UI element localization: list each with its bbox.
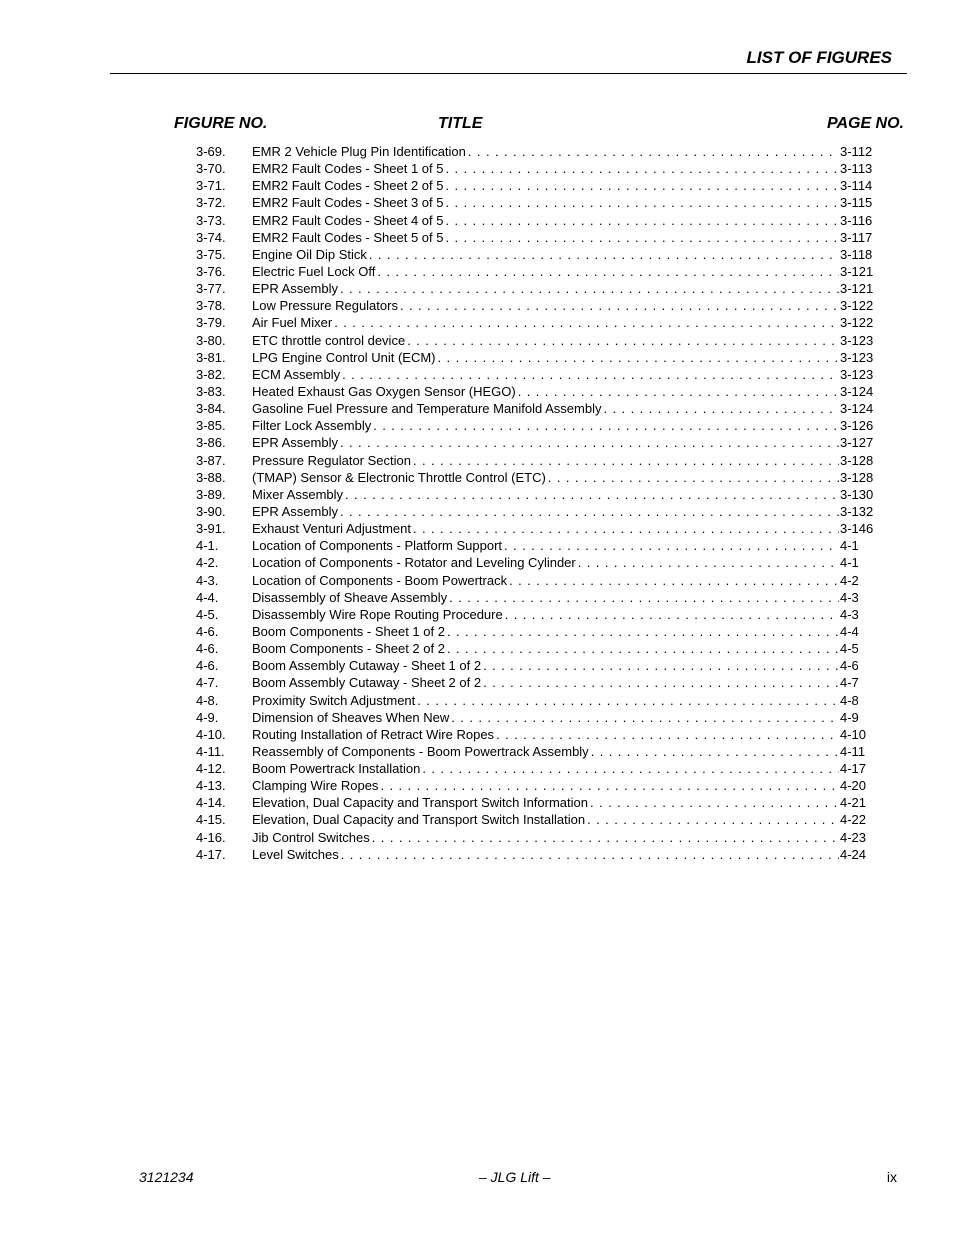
list-item[interactable] <box>196 246 877 263</box>
figure-page-number: 4-3 <box>840 589 859 605</box>
list-item[interactable] <box>196 194 877 211</box>
figure-number: 4-7. <box>196 675 219 691</box>
figure-title: EMR2 Fault Codes - Sheet 3 of 5 <box>252 195 444 211</box>
figure-number: 4-6. <box>196 641 219 657</box>
figure-title: Mixer Assembly <box>252 486 344 502</box>
list-item[interactable] <box>196 829 877 846</box>
figure-title: Boom Assembly Cutaway - Sheet 1 of 2 <box>252 658 482 674</box>
figure-list <box>196 143 877 863</box>
figure-page-number: 4-5 <box>840 641 859 657</box>
list-item[interactable] <box>196 212 877 229</box>
figure-title: Clamping Wire Ropes <box>252 778 379 794</box>
figure-page-number: 3-122 <box>840 315 874 331</box>
list-item[interactable] <box>196 760 877 777</box>
list-item[interactable] <box>196 657 877 674</box>
figure-title: EMR 2 Vehicle Plug Pin Identification <box>252 144 466 159</box>
dot-leader <box>590 794 839 811</box>
dot-leader <box>518 383 839 400</box>
figure-number: 4-4. <box>196 589 219 605</box>
figure-page-number: 3-130 <box>840 486 874 502</box>
dot-leader <box>373 417 839 434</box>
figure-number: 3-80. <box>196 332 226 348</box>
dot-leader <box>341 846 839 863</box>
dot-leader <box>509 572 839 589</box>
figure-title: Jib Control Switches <box>252 829 370 845</box>
figure-number: 4-9. <box>196 709 219 725</box>
figure-page-number: 4-3 <box>840 606 859 622</box>
dot-leader <box>496 726 839 743</box>
figure-page-number: 4-11 <box>840 743 866 759</box>
figure-title: EPR Assembly <box>252 281 338 297</box>
figure-title: Proximity Switch Adjustment <box>252 692 416 708</box>
figure-page-number: 3-112 <box>840 144 873 159</box>
list-item[interactable] <box>196 280 877 297</box>
figure-page-number: 4-9 <box>840 709 859 725</box>
list-item[interactable] <box>196 143 877 160</box>
dot-leader <box>340 434 839 451</box>
figure-page-number: 4-10 <box>840 726 867 742</box>
list-item[interactable] <box>196 263 877 280</box>
list-item[interactable] <box>196 640 877 657</box>
figure-number: 3-89. <box>196 486 226 502</box>
figure-title: Gasoline Fuel Pressure and Temperature Manifold Assembly <box>252 401 602 417</box>
figure-page-number: 3-128 <box>840 452 874 468</box>
figure-page-number: 4-17 <box>840 761 867 777</box>
list-item[interactable] <box>196 846 877 863</box>
figure-page-number: 3-118 <box>840 246 873 262</box>
figure-page-number: 4-23 <box>840 829 867 845</box>
figure-title: Exhaust Venturi Adjustment <box>252 521 411 537</box>
figure-number: 4-14. <box>196 795 226 811</box>
list-item[interactable] <box>196 709 877 726</box>
dot-leader <box>377 263 839 280</box>
figure-number: 3-90. <box>196 503 226 519</box>
dot-leader <box>591 743 839 760</box>
list-item[interactable] <box>196 692 877 709</box>
dot-leader <box>340 280 839 297</box>
figure-page-number: 4-6 <box>840 658 859 674</box>
figure-page-number: 3-121 <box>840 263 874 279</box>
figure-title: Pressure Regulator Section <box>252 452 411 468</box>
figure-page-number: 3-128 <box>840 469 874 485</box>
figure-number: 4-15. <box>196 812 226 828</box>
figure-number: 3-85. <box>196 418 226 434</box>
list-item[interactable] <box>196 794 877 811</box>
list-item[interactable] <box>196 606 877 623</box>
figure-title: Electric Fuel Lock Off <box>252 263 376 279</box>
figure-page-number: 4-1 <box>840 538 859 554</box>
figure-page-number: 4-24 <box>840 846 867 862</box>
list-item[interactable] <box>196 366 877 383</box>
dot-leader <box>400 297 839 314</box>
figure-title: ETC throttle control device <box>252 332 406 348</box>
list-item[interactable] <box>196 503 877 520</box>
list-item[interactable] <box>196 726 877 743</box>
figure-page-number: 3-124 <box>840 383 874 399</box>
figure-number: 4-11. <box>196 743 225 759</box>
list-item[interactable] <box>196 452 877 469</box>
figure-title: Dimension of Sheaves When New <box>252 709 450 725</box>
list-item[interactable] <box>196 434 877 451</box>
dot-leader <box>340 503 839 520</box>
figure-page-number: 3-113 <box>840 161 873 177</box>
figure-page-number: 3-126 <box>840 418 874 434</box>
figure-number: 3-75. <box>196 246 226 262</box>
dot-leader <box>342 366 839 383</box>
figure-title: Disassembly of Sheave Assembly <box>252 589 448 605</box>
figure-page-number: 3-123 <box>840 366 874 382</box>
list-item[interactable] <box>196 674 877 691</box>
figure-number: 3-86. <box>196 435 226 451</box>
list-item[interactable] <box>196 469 877 486</box>
list-item[interactable] <box>196 554 877 571</box>
figure-page-number: 3-121 <box>840 281 874 297</box>
figure-page-number: 3-123 <box>840 332 874 348</box>
figure-number: 4-16. <box>196 829 226 845</box>
dot-leader <box>505 606 839 623</box>
figure-title: Air Fuel Mixer <box>252 315 333 331</box>
figure-number: 3-69. <box>196 144 226 159</box>
figure-number: 3-78. <box>196 298 226 314</box>
dot-leader <box>438 349 839 366</box>
figure-page-number: 3-146 <box>840 521 874 537</box>
column-header-page-no: PAGE NO. <box>826 115 904 132</box>
dot-leader <box>372 829 839 846</box>
figure-title: ECM Assembly <box>252 366 341 382</box>
dot-leader <box>504 537 839 554</box>
figure-number: 3-76. <box>196 263 226 279</box>
list-item[interactable] <box>196 623 877 640</box>
figure-title: Reassembly of Components - Boom Powertrack Assembly <box>252 743 589 759</box>
list-item[interactable] <box>196 297 877 314</box>
list-item[interactable] <box>196 537 877 554</box>
dot-leader <box>345 486 839 503</box>
figure-page-number: 3-117 <box>840 229 873 245</box>
figure-page-number: 3-115 <box>840 195 873 211</box>
figure-page-number: 3-127 <box>840 435 874 451</box>
figure-page-number: 4-22 <box>840 812 867 828</box>
figure-number: 3-72. <box>196 195 226 211</box>
figure-title: Boom Powertrack Installation <box>252 761 421 777</box>
dot-leader <box>447 640 839 657</box>
figure-page-number: 3-116 <box>840 212 873 228</box>
figure-page-number: 3-122 <box>840 298 874 314</box>
dot-leader <box>413 520 839 537</box>
figure-title: Elevation, Dual Capacity and Transport Switch Information <box>252 795 589 811</box>
figure-number: 4-6. <box>196 623 219 639</box>
dot-leader <box>587 811 839 828</box>
figure-number: 3-74. <box>196 229 226 245</box>
dot-leader <box>468 143 839 160</box>
figure-page-number: 3-132 <box>840 503 874 519</box>
figure-number: 4-17. <box>196 846 226 862</box>
figure-title: Location of Components - Rotator and Leveling Cylinder <box>252 555 576 571</box>
dot-leader <box>578 554 839 571</box>
figure-title: EMR2 Fault Codes - Sheet 4 of 5 <box>252 212 444 228</box>
figure-page-number: 3-123 <box>840 349 874 365</box>
figure-title: EMR2 Fault Codes - Sheet 1 of 5 <box>252 161 444 177</box>
dot-leader <box>451 709 839 726</box>
column-header-title: TITLE <box>438 115 483 132</box>
figure-page-number: 4-4 <box>840 623 859 639</box>
list-item[interactable] <box>196 400 877 417</box>
figure-page-number: 4-8 <box>840 692 859 708</box>
dot-leader <box>413 452 839 469</box>
figure-title: EPR Assembly <box>252 503 338 519</box>
list-item[interactable] <box>196 160 877 177</box>
figure-title: Location of Components - Platform Support <box>252 538 503 554</box>
footer-center-text: – JLG Lift – <box>479 1169 551 1185</box>
figure-number: 3-83. <box>196 383 226 399</box>
figure-number: 3-73. <box>196 212 226 228</box>
figure-page-number: 4-21 <box>840 795 867 811</box>
list-item[interactable] <box>196 572 877 589</box>
dot-leader <box>483 657 839 674</box>
figure-page-number: 4-7 <box>840 675 859 691</box>
list-item[interactable] <box>196 349 877 366</box>
figure-page-number: 4-2 <box>840 572 859 588</box>
figure-number: 3-91. <box>196 521 226 537</box>
figure-number: 4-10. <box>196 726 226 742</box>
figure-number: 4-12. <box>196 761 226 777</box>
list-item[interactable] <box>196 589 877 606</box>
figure-number: 3-70. <box>196 161 226 177</box>
figure-title: Heated Exhaust Gas Oxygen Sensor (HEGO) <box>252 383 516 399</box>
list-item[interactable] <box>196 811 877 828</box>
header-rule <box>110 73 907 74</box>
figure-title: Engine Oil Dip Stick <box>252 246 367 262</box>
list-item[interactable] <box>196 520 877 537</box>
dot-leader <box>422 760 839 777</box>
figure-title: EMR2 Fault Codes - Sheet 5 of 5 <box>252 229 444 245</box>
figure-title: Filter Lock Assembly <box>252 418 372 434</box>
figure-number: 4-5. <box>196 606 219 622</box>
figure-title: Boom Assembly Cutaway - Sheet 2 of 2 <box>252 675 482 691</box>
dot-leader <box>334 314 839 331</box>
figure-number: 4-6. <box>196 658 219 674</box>
figure-title: EPR Assembly <box>252 435 338 451</box>
page-header-title: LIST OF FIGURES <box>746 48 892 67</box>
dot-leader <box>380 777 839 794</box>
dot-leader <box>445 212 839 229</box>
footer-page-number: ix <box>886 1169 897 1185</box>
figure-page-number: 4-1 <box>840 555 859 571</box>
dot-leader <box>604 400 840 417</box>
figure-number: 4-13. <box>196 778 226 794</box>
dot-leader <box>369 246 839 263</box>
figure-title: (TMAP) Sensor & Electronic Throttle Control (ETC) <box>252 469 546 485</box>
figure-number: 4-3. <box>196 572 219 588</box>
figure-title: Disassembly Wire Rope Routing Procedure <box>252 606 503 622</box>
list-item[interactable] <box>196 777 877 794</box>
list-item[interactable] <box>196 383 877 400</box>
figure-number: 3-84. <box>196 401 226 417</box>
list-item[interactable] <box>196 417 877 434</box>
dot-leader <box>445 229 839 246</box>
dot-leader <box>483 674 839 691</box>
figure-number: 3-77. <box>196 281 226 297</box>
figure-number: 3-87. <box>196 452 226 468</box>
list-item[interactable] <box>196 743 877 760</box>
figure-number: 4-8. <box>196 692 219 708</box>
list-item[interactable] <box>196 486 877 503</box>
figure-number: 3-82. <box>196 366 226 382</box>
figure-title: Low Pressure Regulators <box>252 298 398 314</box>
figure-title: Elevation, Dual Capacity and Transport Switch Installation <box>252 812 586 828</box>
dot-leader <box>445 177 839 194</box>
list-item[interactable] <box>196 229 877 246</box>
figure-title: Level Switches <box>252 846 339 862</box>
column-header-figure-no: FIGURE NO. <box>174 115 268 132</box>
figure-number: 3-81. <box>196 349 226 365</box>
list-item[interactable] <box>196 314 877 331</box>
figure-title: EMR2 Fault Codes - Sheet 2 of 5 <box>252 178 444 194</box>
list-item[interactable] <box>196 332 877 349</box>
figure-number: 3-79. <box>196 315 226 331</box>
figure-number: 4-2. <box>196 555 219 571</box>
figure-page-number: 3-114 <box>840 178 873 194</box>
figure-number: 3-71. <box>196 178 226 194</box>
dot-leader <box>407 332 839 349</box>
figure-page-number: 4-20 <box>840 778 867 794</box>
figure-page-number: 3-124 <box>840 401 874 417</box>
figure-number: 3-88. <box>196 469 226 485</box>
footer-doc-number: 3121234 <box>139 1169 194 1185</box>
figure-title: Boom Components - Sheet 2 of 2 <box>252 641 445 657</box>
list-item[interactable] <box>196 177 877 194</box>
figure-number: 4-1. <box>196 538 219 554</box>
dot-leader <box>548 469 839 486</box>
figure-title: Location of Components - Boom Powertrack <box>252 572 508 588</box>
dot-leader <box>417 692 839 709</box>
figure-title: Boom Components - Sheet 1 of 2 <box>252 623 445 639</box>
dot-leader <box>449 589 839 606</box>
dot-leader <box>447 623 839 640</box>
dot-leader <box>445 160 839 177</box>
figure-title: Routing Installation of Retract Wire Ropes <box>252 726 495 742</box>
figure-title: LPG Engine Control Unit (ECM) <box>252 349 436 365</box>
dot-leader <box>445 194 839 211</box>
